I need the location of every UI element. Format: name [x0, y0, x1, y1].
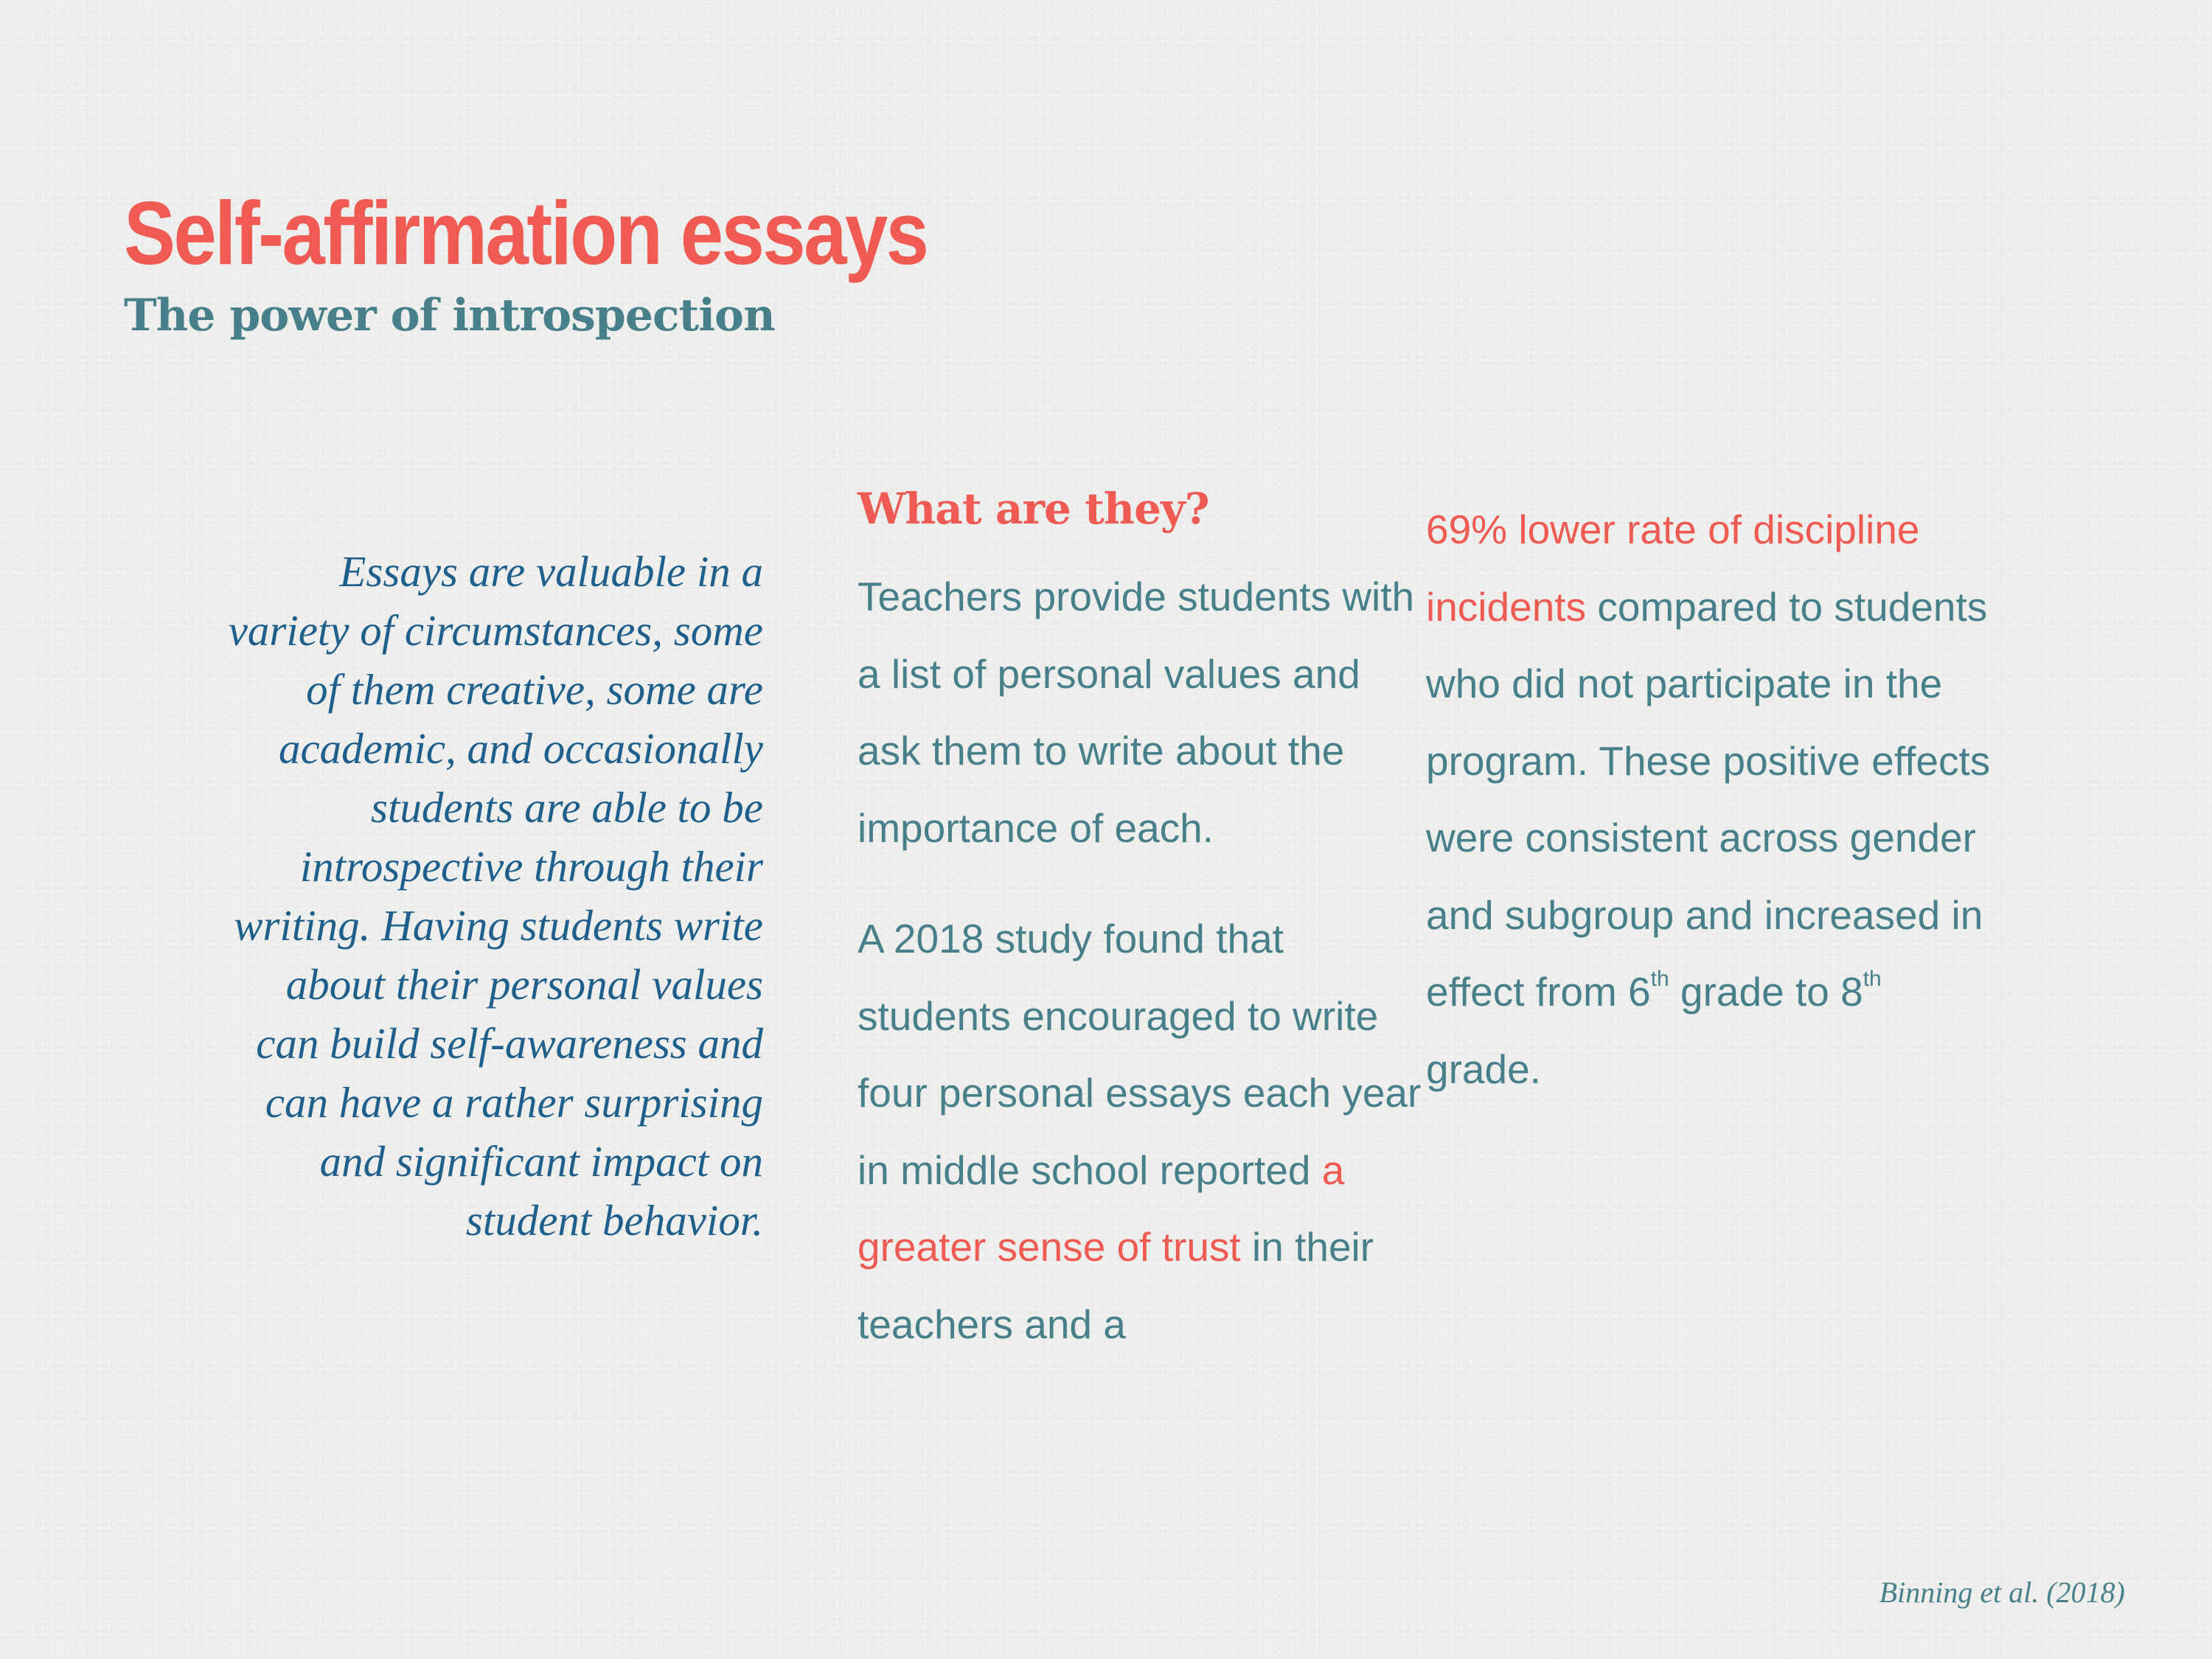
- slide-subtitle: The power of introspection: [124, 290, 775, 341]
- ordinal-suffix-8th: th: [1863, 966, 1882, 991]
- results-text-3: grade.: [1426, 1046, 1541, 1092]
- column-heading: What are they?: [858, 484, 1209, 534]
- study-text-end: in their teachers and a: [858, 1224, 1374, 1347]
- results-text-1: compared to students who did not participate in the program. These positive effects were consistent across gender and subgroup and increased in effect from 6: [1426, 583, 1991, 1015]
- citation: Binning et al. (2018): [1879, 1576, 2125, 1609]
- intro-quote: Essays are valuable in a variety of circumstances, some of them creative, some are academic, and occasionally students are able to be introspective through their writing. Having students write about their personal values can build self-awareness and can have a rather surprising and significant impact on student behavior.: [228, 547, 763, 1245]
- ordinal-suffix-6th: th: [1650, 966, 1669, 991]
- study-text-start: A 2018 study found that students encouraged to write four personal essays each year in middle school reported: [858, 916, 1422, 1193]
- definition-paragraph: Teachers provide students with a list of personal values and ask them to write about the importance of each.: [858, 574, 1415, 851]
- study-paragraph: [858, 900, 1425, 1363]
- trust-highlight: a greater sense of trust: [858, 1147, 1345, 1270]
- results-paragraph: [1426, 491, 2001, 1107]
- slide-title: Self-affirmation essays: [124, 183, 928, 283]
- discipline-highlight: 69% lower rate of discipline incidents: [1426, 507, 1920, 630]
- results-column: [1426, 491, 2001, 1107]
- results-text-2: grade to 8: [1669, 969, 1863, 1015]
- what-are-they-column: [858, 476, 1425, 1363]
